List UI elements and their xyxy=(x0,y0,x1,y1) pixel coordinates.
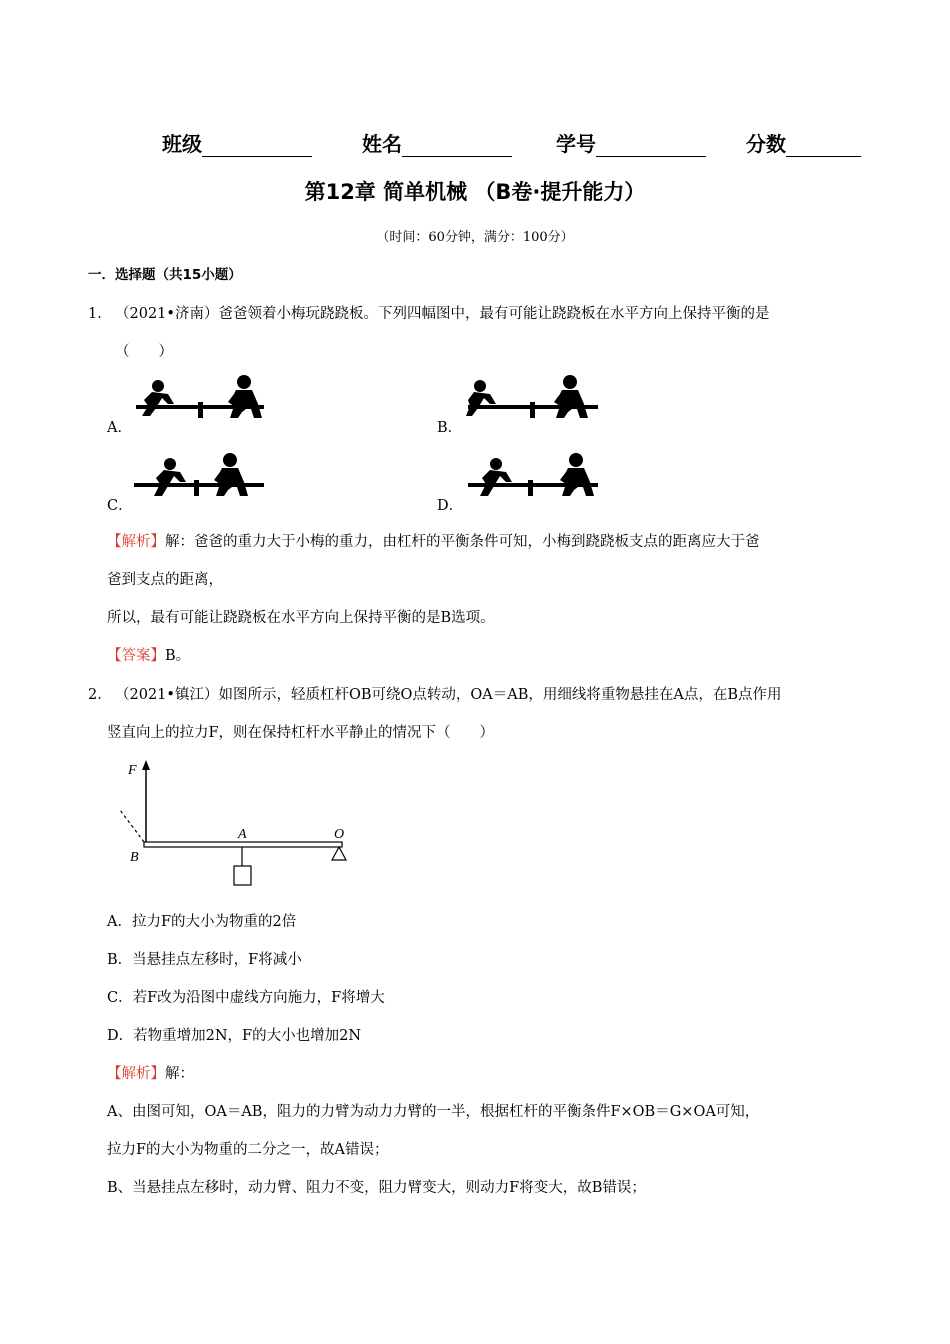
q2-analysis-head: 解： xyxy=(165,1066,194,1082)
q1-stem-line1: （2021•济南）爸爸领着小梅玩跷跷板。下列四幅图中，最有可能让跷跷板在水平方向上保持平衡的是 xyxy=(115,306,770,322)
name-field xyxy=(362,128,512,157)
pivot-triangle xyxy=(332,847,346,860)
q2-analysis-tag: 【解析】 xyxy=(107,1066,165,1082)
q1-analysis-line3: 所以，最有可能让跷跷板在水平方向上保持平衡的是B选项。 xyxy=(107,610,495,626)
q1-analysis-text1: 解：爸爸的重力大于小梅的重力，由杠杆的平衡条件可知，小梅到跷跷板支点的距离应大于爸 xyxy=(165,534,760,550)
q1-analysis-line2: 爸到支点的距离， xyxy=(107,572,223,588)
q2-analysis-b: B、当悬挂点左移时，动力臂、阻力不变，阻力臂变大，则动力F将变大，故B错误； xyxy=(107,1180,646,1196)
q2-stem-line2: 竖直向上的拉力F，则在保持杠杆水平静止的情况下（ ） xyxy=(107,725,495,741)
q2-analysis-header xyxy=(107,1062,194,1083)
q2-analysis-a1: A、由图可知，OA＝AB，阻力的力臂为动力力臂的一半，根据杠杆的平衡条件F×OB＝G×OA可知， xyxy=(107,1104,760,1120)
seesaw-figure-b xyxy=(466,374,600,426)
name-blank xyxy=(402,136,512,157)
class-label: 班级 xyxy=(162,132,202,156)
q2-option-d: D．若物重增加2N，F的大小也增加2N xyxy=(107,1028,362,1044)
seesaw-figure-c xyxy=(134,452,266,504)
q1-option-c-label: C． xyxy=(107,498,133,514)
q1-option-d-label: D． xyxy=(437,498,464,514)
q1-answer-value: B。 xyxy=(165,648,191,664)
q2-number: 2． xyxy=(88,687,112,703)
seesaw-b xyxy=(466,375,598,418)
score-blank xyxy=(786,136,861,157)
page-subtitle: （时间：60分钟，满分：100分） xyxy=(376,230,574,245)
seesaw-a xyxy=(136,375,264,418)
q2-option-c: C．若F改为沿图中虚线方向施力，F将增大 xyxy=(107,990,385,1006)
class-blank xyxy=(202,136,312,157)
q1-stem-line2: （ ） xyxy=(115,344,173,360)
student-no-blank xyxy=(596,136,706,157)
score-label: 分数 xyxy=(746,132,786,156)
q2-option-a: A．拉力F的大小为物重的2倍 xyxy=(107,914,297,930)
q1-analysis-line1 xyxy=(107,530,760,551)
lever-bar xyxy=(144,842,342,847)
class-field xyxy=(162,128,312,157)
q1-option-b-label: B． xyxy=(437,420,463,436)
q2-stem-line1: （2021•镇江）如图所示，轻质杠杆OB可绕O点转动，OA＝AB，用细线将重物悬挂在A点，在B点作用 xyxy=(115,687,782,703)
student-no-label: 学号 xyxy=(556,132,596,156)
q1-analysis-tag: 【解析】 xyxy=(107,534,165,550)
seesaw-figure-d xyxy=(466,452,600,504)
lever-figure xyxy=(120,756,360,888)
label-f: F xyxy=(128,763,137,778)
seesaw-figure-a xyxy=(134,374,266,426)
q1-number: 1． xyxy=(88,306,112,322)
q1-answer xyxy=(107,644,190,665)
page-title: 第12章 简单机械 （B卷·提升能力） xyxy=(304,180,646,204)
weight-box xyxy=(234,866,251,885)
seesaw-d xyxy=(468,453,598,496)
q1-option-a-label: A． xyxy=(107,420,132,436)
label-a: A xyxy=(238,827,247,842)
q1-answer-tag: 【答案】 xyxy=(107,648,165,664)
label-o: O xyxy=(334,827,345,842)
dashed-direction-line xyxy=(120,802,144,842)
q2-option-b: B．当悬挂点左移时，F将减小 xyxy=(107,952,302,968)
seesaw-c xyxy=(134,453,264,496)
name-label: 姓名 xyxy=(362,132,402,156)
score-field xyxy=(746,128,861,157)
label-b: B xyxy=(130,850,139,865)
q2-analysis-a2: 拉力F的大小为物重的二分之一，故A错误； xyxy=(107,1142,389,1158)
force-arrow-head xyxy=(142,760,150,770)
section-heading: 一．选择题（共15小题） xyxy=(88,267,242,283)
student-no-field xyxy=(556,128,706,157)
lever-diagram xyxy=(120,760,346,885)
